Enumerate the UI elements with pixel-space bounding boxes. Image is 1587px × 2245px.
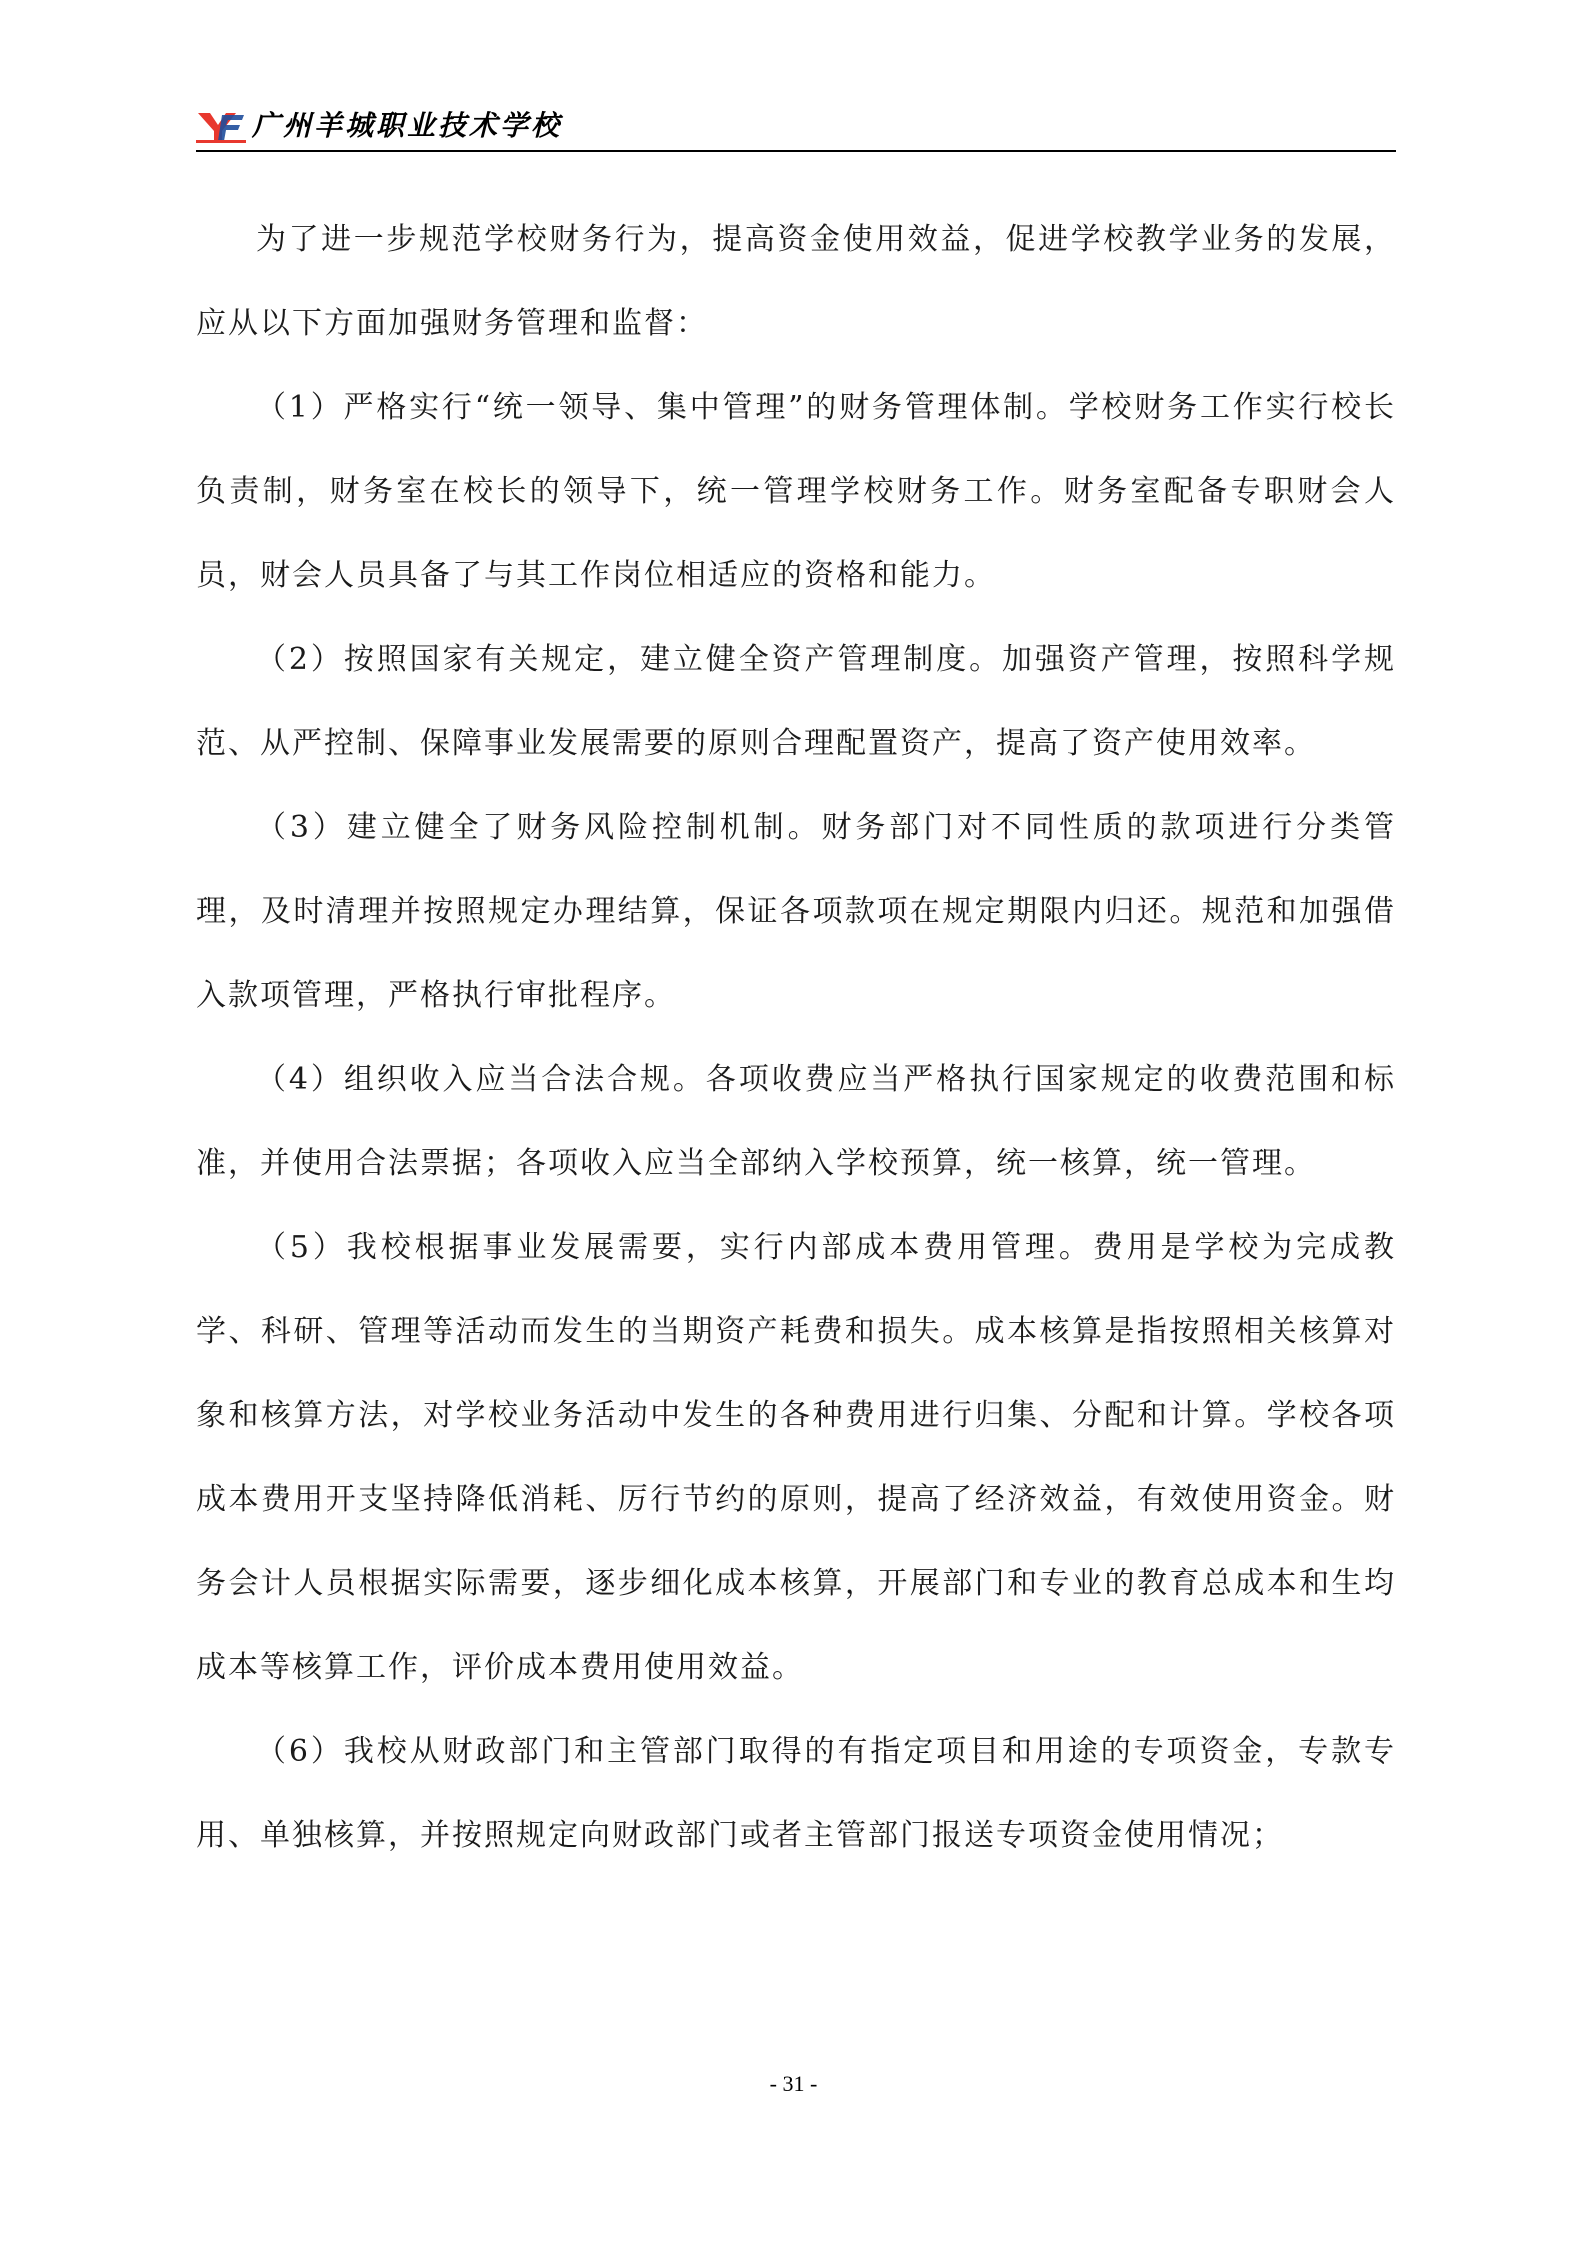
page-header [196, 107, 1396, 147]
paragraph-item-3: （3）建立健全了财务风险控制机制。财务部门对不同性质的款项进行分类管理，及时清理并按照规定办理结算，保证各项款项在规定期限内归还。规范和加强借入款项管理，严格执行审批程序。 [196, 810, 1396, 1013]
paragraph-item-6: （6）我校从财政部门和主管部门取得的有指定项目和用途的专项资金，专款专用、单独核算，并按照规定向财政部门或者主管部门报送专项资金使用情况； [196, 1734, 1396, 1853]
paragraph-item-2: （2）按照国家有关规定，建立健全资产管理制度。加强资产管理，按照科学规范、从严控制、保障事业发展需要的原则合理配置资产，提高了资产使用效率。 [196, 642, 1396, 761]
header-divider [196, 150, 1396, 152]
paragraph-item-1: （1）严格实行“统一领导、集中管理”的财务管理体制。学校财务工作实行校长负责制，财务室在校长的领导下，统一管理学校财务工作。财务室配备专职财会人员，财会人员具备了与其工作岗位相适应的资格和能力。 [196, 390, 1396, 593]
paragraph-intro: 为了进一步规范学校财务行为，提高资金使用效益，促进学校教学业务的发展，应从以下方面加强财务管理和监督： [196, 222, 1396, 341]
school-logo-icon [196, 111, 246, 143]
document-body [196, 198, 1396, 1878]
school-name: 广州羊城职业技术学校 [252, 109, 563, 142]
paragraph-item-4: （4）组织收入应当合法合规。各项收费应当严格执行国家规定的收费范围和标准，并使用合法票据；各项收入应当全部纳入学校预算，统一核算，统一管理。 [196, 1062, 1396, 1181]
page-number: - 31 - [769, 2071, 818, 2096]
paragraph-item-5: （5）我校根据事业发展需要，实行内部成本费用管理。费用是学校为完成教学、科研、管理等活动而发生的当期资产耗费和损失。成本核算是指按照相关核算对象和核算方法，对学校业务活动中发生的各种费用进行归集、分配和计算。学校各项成本费用开支坚持降低消耗、厉行节约的原则，提高了经济效益，有效使用资金。财务会计人员根据实际需要，逐步细化成本核算，开展部门和专业的教育总成本和生均成本等核算工作，评价成本费用使用效益。 [196, 1230, 1396, 1685]
